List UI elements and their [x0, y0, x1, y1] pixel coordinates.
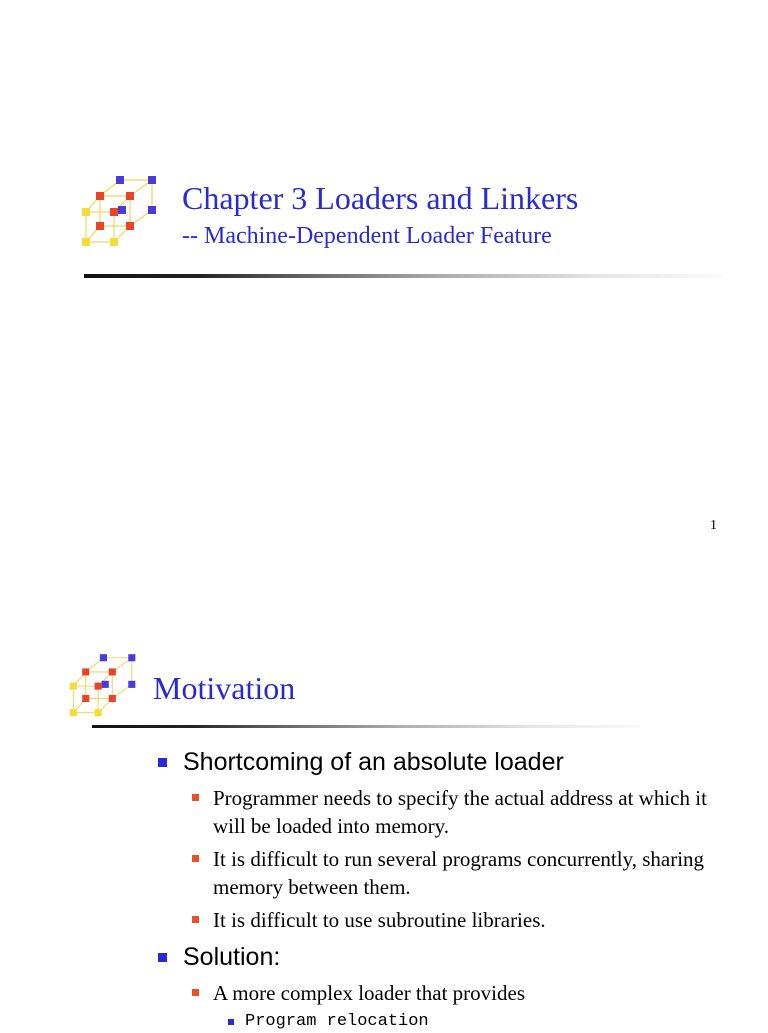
slide-1-title: Chapter 3 Loaders and Linkers [182, 180, 579, 216]
bullet-square-icon [192, 794, 199, 801]
bullet-text: Shortcoming of an absolute loader [183, 748, 564, 776]
list-item [245, 1011, 725, 1033]
list-item [213, 979, 713, 1007]
bullet-list [0, 512, 768, 1031]
bullet-text: Programmer needs to specify the actual address at which it will be loaded into memory. [213, 786, 707, 838]
list-item [213, 906, 713, 934]
bullet-square-icon [192, 989, 199, 996]
bullet-square-icon [228, 1019, 234, 1025]
bullet-text: Solution: [183, 943, 281, 971]
title-divider [84, 274, 724, 278]
bullet-text: Program relocation [245, 1012, 429, 1031]
slide-2-title: Motivation [153, 670, 296, 706]
bullet-text: It is difficult to use subroutine libraries. [213, 908, 546, 932]
bullet-square-icon [158, 758, 167, 767]
list-item [213, 784, 713, 840]
slide-2 [0, 512, 768, 1031]
bullet-text: A more complex loader that provides [213, 981, 525, 1005]
list-item [183, 747, 743, 777]
list-item [183, 942, 743, 972]
bullet-text: It is difficult to run several programs concurrently, sharing memory between them. [213, 847, 705, 899]
page-number: 1 [710, 518, 717, 533]
slide-1-subtitle: -- Machine-Dependent Loader Feature [182, 223, 552, 249]
bullet-square-icon [158, 953, 167, 962]
list-item [213, 845, 713, 901]
bullet-square-icon [192, 855, 199, 862]
cube-lattice-logo-icon [80, 176, 168, 250]
bullet-square-icon [192, 916, 199, 923]
